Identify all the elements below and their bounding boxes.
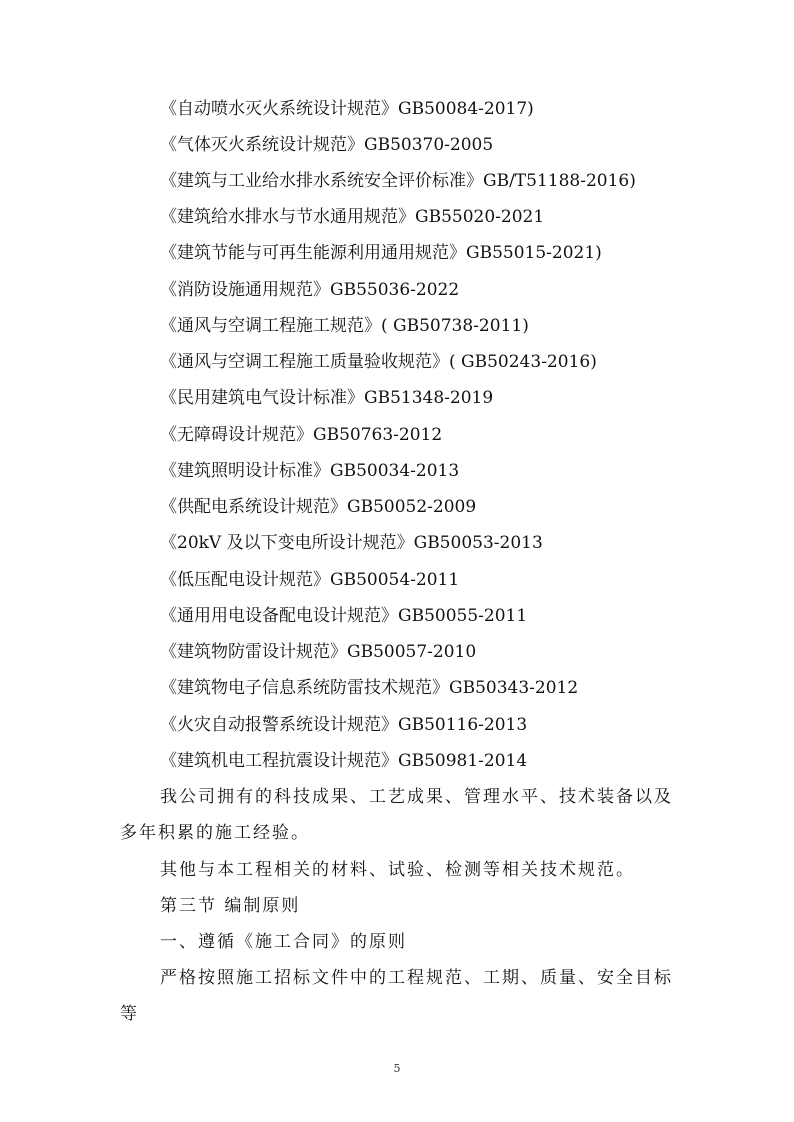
principle-paragraph: 严格按照施工招标文件中的工程规范、工期、质量、安全目标等 bbox=[120, 968, 673, 1024]
standard-item: 《气体灭火系统设计规范》GB50370-2005 bbox=[160, 135, 494, 155]
standard-item: 《建筑物防雷设计规范》GB50057-2010 bbox=[160, 642, 477, 662]
standard-item: 《供配电系统设计规范》GB50052-2009 bbox=[160, 497, 477, 517]
standard-item: 《通用用电设备配电设计规范》GB50055-2011 bbox=[160, 606, 528, 626]
standard-item: 《20kV 及以下变电所设计规范》GB50053-2013 bbox=[160, 533, 543, 553]
section-title: 第三节 编制原则 bbox=[160, 896, 301, 916]
company-experience-paragraph: 我公司拥有的科技成果、工艺成果、管理水平、技术装备以及多年积累的施工经验。 bbox=[120, 787, 673, 843]
standard-item: 《消防设施通用规范》GB55036-2022 bbox=[160, 280, 460, 300]
standard-item: 《通风与空调工程施工规范》( GB50738-2011) bbox=[160, 316, 529, 336]
standard-item: 《建筑物电子信息系统防雷技术规范》GB50343-2012 bbox=[160, 678, 579, 698]
other-specs-paragraph: 其他与本工程相关的材料、试验、检测等相关技术规范。 bbox=[160, 860, 635, 880]
standard-item: 《建筑节能与可再生能源利用通用规范》GB55015-2021) bbox=[160, 243, 602, 263]
standard-item: 《低压配电设计规范》GB50054-2011 bbox=[160, 570, 460, 590]
standard-item: 《建筑给水排水与节水通用规范》GB55020-2021 bbox=[160, 207, 545, 227]
standard-item: 《民用建筑电气设计标准》GB51348-2019 bbox=[160, 388, 494, 408]
standard-item: 《自动喷水灭火系统设计规范》GB50084-2017) bbox=[160, 99, 534, 119]
page-number: 5 bbox=[393, 1062, 401, 1075]
standard-item: 《无障碍设计规范》GB50763-2012 bbox=[160, 425, 443, 445]
standard-item: 《建筑照明设计标准》GB50034-2013 bbox=[160, 461, 460, 481]
subsection-title: 一、遵循《施工合同》的原则 bbox=[160, 932, 407, 952]
standard-item: 《建筑与工业给水排水系统安全评价标准》GB/T51188-2016) bbox=[160, 171, 636, 191]
standard-item: 《通风与空调工程施工质量验收规范》( GB50243-2016) bbox=[160, 352, 597, 372]
standard-item: 《建筑机电工程抗震设计规范》GB50981-2014 bbox=[160, 751, 528, 771]
standard-item: 《火灾自动报警系统设计规范》GB50116-2013 bbox=[160, 715, 528, 735]
